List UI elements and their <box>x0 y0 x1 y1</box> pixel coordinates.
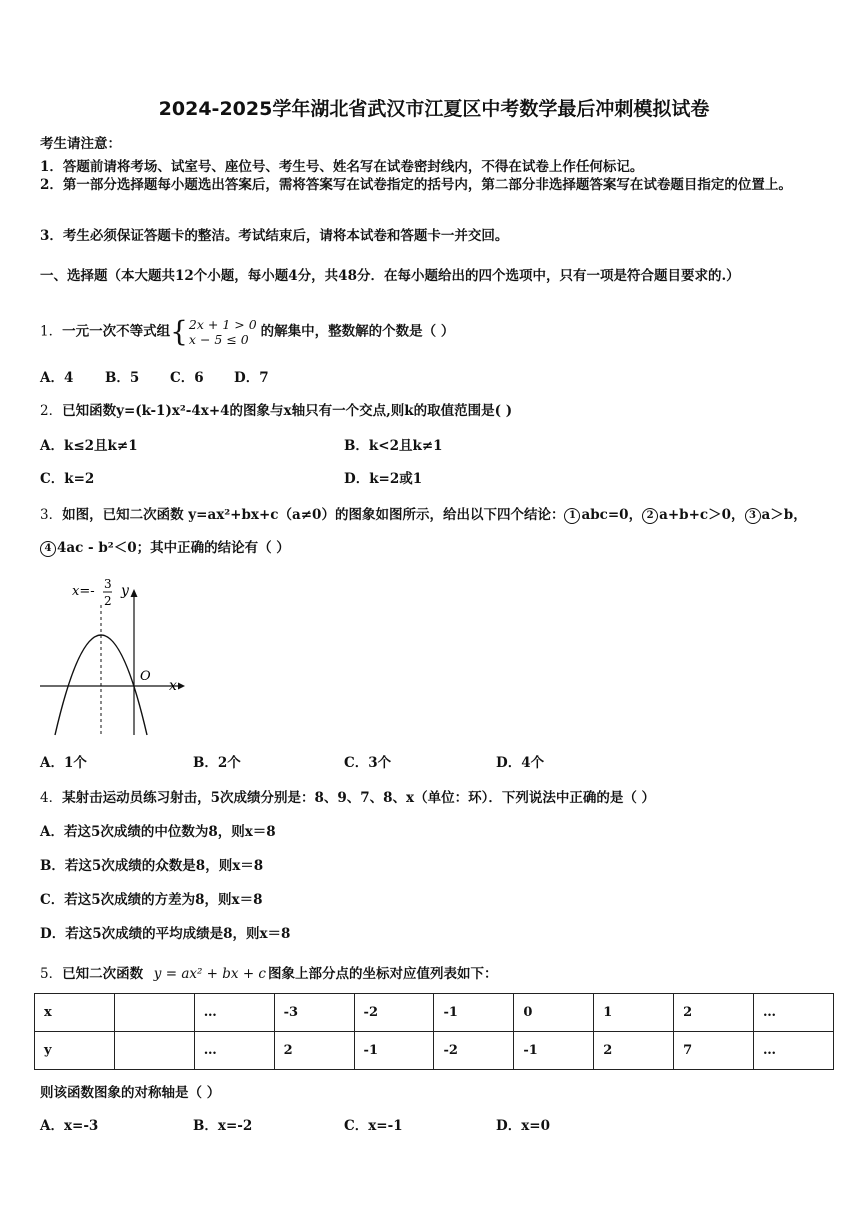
notice-heading: 考生请注意： <box>40 136 121 152</box>
table-row <box>35 994 834 1032</box>
question-2-text: 已知函数y=(k-1)x²-4x+4的图象与x轴只有一个交点,则k的取值范围是( ) <box>62 403 513 419</box>
q2-option-d: D．k=2或1 <box>344 471 423 487</box>
q3-option-a: A．1个 <box>40 755 87 771</box>
origin-label: O <box>140 669 151 684</box>
q5-option-c: C．x=-1 <box>344 1118 403 1134</box>
notice-item-3: 3．考生必须保证答题卡的整洁。考试结束后，请将本试卷和答题卡一并交回。 <box>40 228 509 244</box>
table-cell: -1 <box>434 994 514 1032</box>
q2-option-a: A．k≤2且k≠1 <box>40 438 138 454</box>
brace-symbol: { <box>170 315 188 348</box>
circled-three-icon: 3 <box>745 508 761 524</box>
q1-option-a: A．4 <box>40 370 74 386</box>
question-3-line-1 <box>40 503 807 524</box>
q5-option-d: D．x=0 <box>496 1118 550 1134</box>
q3-option-b: B．2个 <box>193 755 241 771</box>
table-cell: -1 <box>354 1032 434 1070</box>
question-3-line-2 <box>40 536 290 557</box>
table-cell: 2 <box>594 1032 674 1070</box>
q2-option-b: B．k<2且k≠1 <box>344 438 443 454</box>
table-cell: 7 <box>674 1032 754 1070</box>
inequality-1: 2x + 1 > 0 <box>188 317 257 332</box>
table-cell: -2 <box>354 994 434 1032</box>
q5-option-b: B．x=-2 <box>193 1118 253 1134</box>
table-cell: … <box>194 1032 274 1070</box>
table-cell: … <box>754 1032 834 1070</box>
table-row <box>35 1032 834 1070</box>
table-cell <box>114 1032 194 1070</box>
table-cell: … <box>194 994 274 1032</box>
q5-option-a: A．x=-3 <box>40 1118 99 1134</box>
q1-option-b: B．5 <box>105 370 140 386</box>
table-cell: 0 <box>514 994 594 1032</box>
question-4-text: 某射击运动员练习射击，5次成绩分别是：8、9、7、8、x（单位：环）．下列说法中正确的是（ ） <box>62 790 656 806</box>
conclusion-2: a+b+c＞0， <box>659 507 745 523</box>
q1-option-c: C．6 <box>170 370 204 386</box>
question-5-suffix: 图象上部分点的坐标对应值列表如下： <box>268 966 498 982</box>
table-cell: -3 <box>274 994 354 1032</box>
q2-option-c: C．k=2 <box>40 471 95 487</box>
table-cell: y <box>35 1032 115 1070</box>
q4-option-b: B．若这5次成绩的众数是8，则x＝8 <box>40 858 264 874</box>
quadratic-formula: y = ax² + bx + c <box>153 966 266 982</box>
q4-option-d: D．若这5次成绩的平均成绩是8，则x＝8 <box>40 926 291 942</box>
q4-option-a: A．若这5次成绩的中位数为8，则x＝8 <box>40 824 276 840</box>
table-cell: x <box>35 994 115 1032</box>
parabola-graph <box>38 575 198 740</box>
x-axis-label: x <box>169 678 177 694</box>
symmetry-label: x=- <box>72 584 95 599</box>
inequality-system <box>189 317 257 347</box>
circled-one-icon: 1 <box>564 508 580 524</box>
q4-option-c: C．若这5次成绩的方差为8，则x＝8 <box>40 892 263 908</box>
circled-two-icon: 2 <box>642 508 658 524</box>
q3-option-c: C．3个 <box>344 755 392 771</box>
table-cell: 2 <box>674 994 754 1032</box>
question-5-prefix: 已知二次函数 <box>62 966 144 982</box>
question-2-number: 2． <box>40 403 63 419</box>
question-4 <box>40 786 655 806</box>
conclusion-1: abc=0， <box>581 507 643 523</box>
y-axis-label: y <box>121 583 129 599</box>
question-3-text: 如图，已知二次函数 y=ax²+bx+c（a≠0）的图象如图所示，给出以下四个结论： <box>62 507 565 523</box>
q3-option-d: D．4个 <box>496 755 545 771</box>
table-cell: … <box>754 994 834 1032</box>
inequality-2: x − 5 ≤ 0 <box>188 332 249 347</box>
conclusion-3: a＞b， <box>761 507 807 523</box>
question-5 <box>40 962 498 982</box>
x-axis-arrow-icon <box>178 683 185 690</box>
question-4-number: 4． <box>40 790 63 806</box>
notice-item-2: 2．第一部分选择题每小题选出答案后，需将答案写在试卷指定的括号内，第二部分非选择题答案写在试卷题目指定的位置上。 <box>40 177 792 193</box>
question-3-number: 3． <box>40 507 63 523</box>
symmetry-fraction-numerator: 3 <box>104 577 112 591</box>
table-cell <box>114 994 194 1032</box>
table-cell: 1 <box>594 994 674 1032</box>
question-1 <box>40 317 454 347</box>
question-1-suffix: 的解集中，整数解的个数是（ ） <box>260 323 455 340</box>
page-title: 2024-2025学年湖北省武汉市江夏区中考数学最后冲刺模拟试卷 <box>158 98 710 120</box>
question-1-number: 1． <box>40 323 63 340</box>
conclusion-4: 4ac - b²＜0；其中正确的结论有（ ） <box>57 540 290 556</box>
question-5-prompt: 则该函数图象的对称轴是（ ） <box>40 1085 221 1101</box>
symmetry-fraction-denominator: 2 <box>104 594 112 608</box>
y-axis-arrow-icon <box>131 589 138 597</box>
section-heading <box>40 264 840 288</box>
table-cell: -2 <box>434 1032 514 1070</box>
question-5-number: 5． <box>40 966 63 982</box>
notice-item-1: 1．答题前请将考场、试室号、座位号、考生号、姓名写在试卷密封线内，不得在试卷上作任何标记。 <box>40 159 644 175</box>
question-1-prefix: 一元一次不等式组 <box>62 323 171 340</box>
values-table <box>34 993 834 1070</box>
q1-option-d: D．7 <box>234 370 269 386</box>
section-heading-text: 一、选择题（本大题共12个小题，每小题4分，共48分．在每小题给出的四个选项中，只有一项是符合题目要求的.） <box>40 268 740 284</box>
question-2 <box>40 399 512 419</box>
table-cell: -1 <box>514 1032 594 1070</box>
circled-four-icon: 4 <box>40 541 56 557</box>
table-cell: 2 <box>274 1032 354 1070</box>
